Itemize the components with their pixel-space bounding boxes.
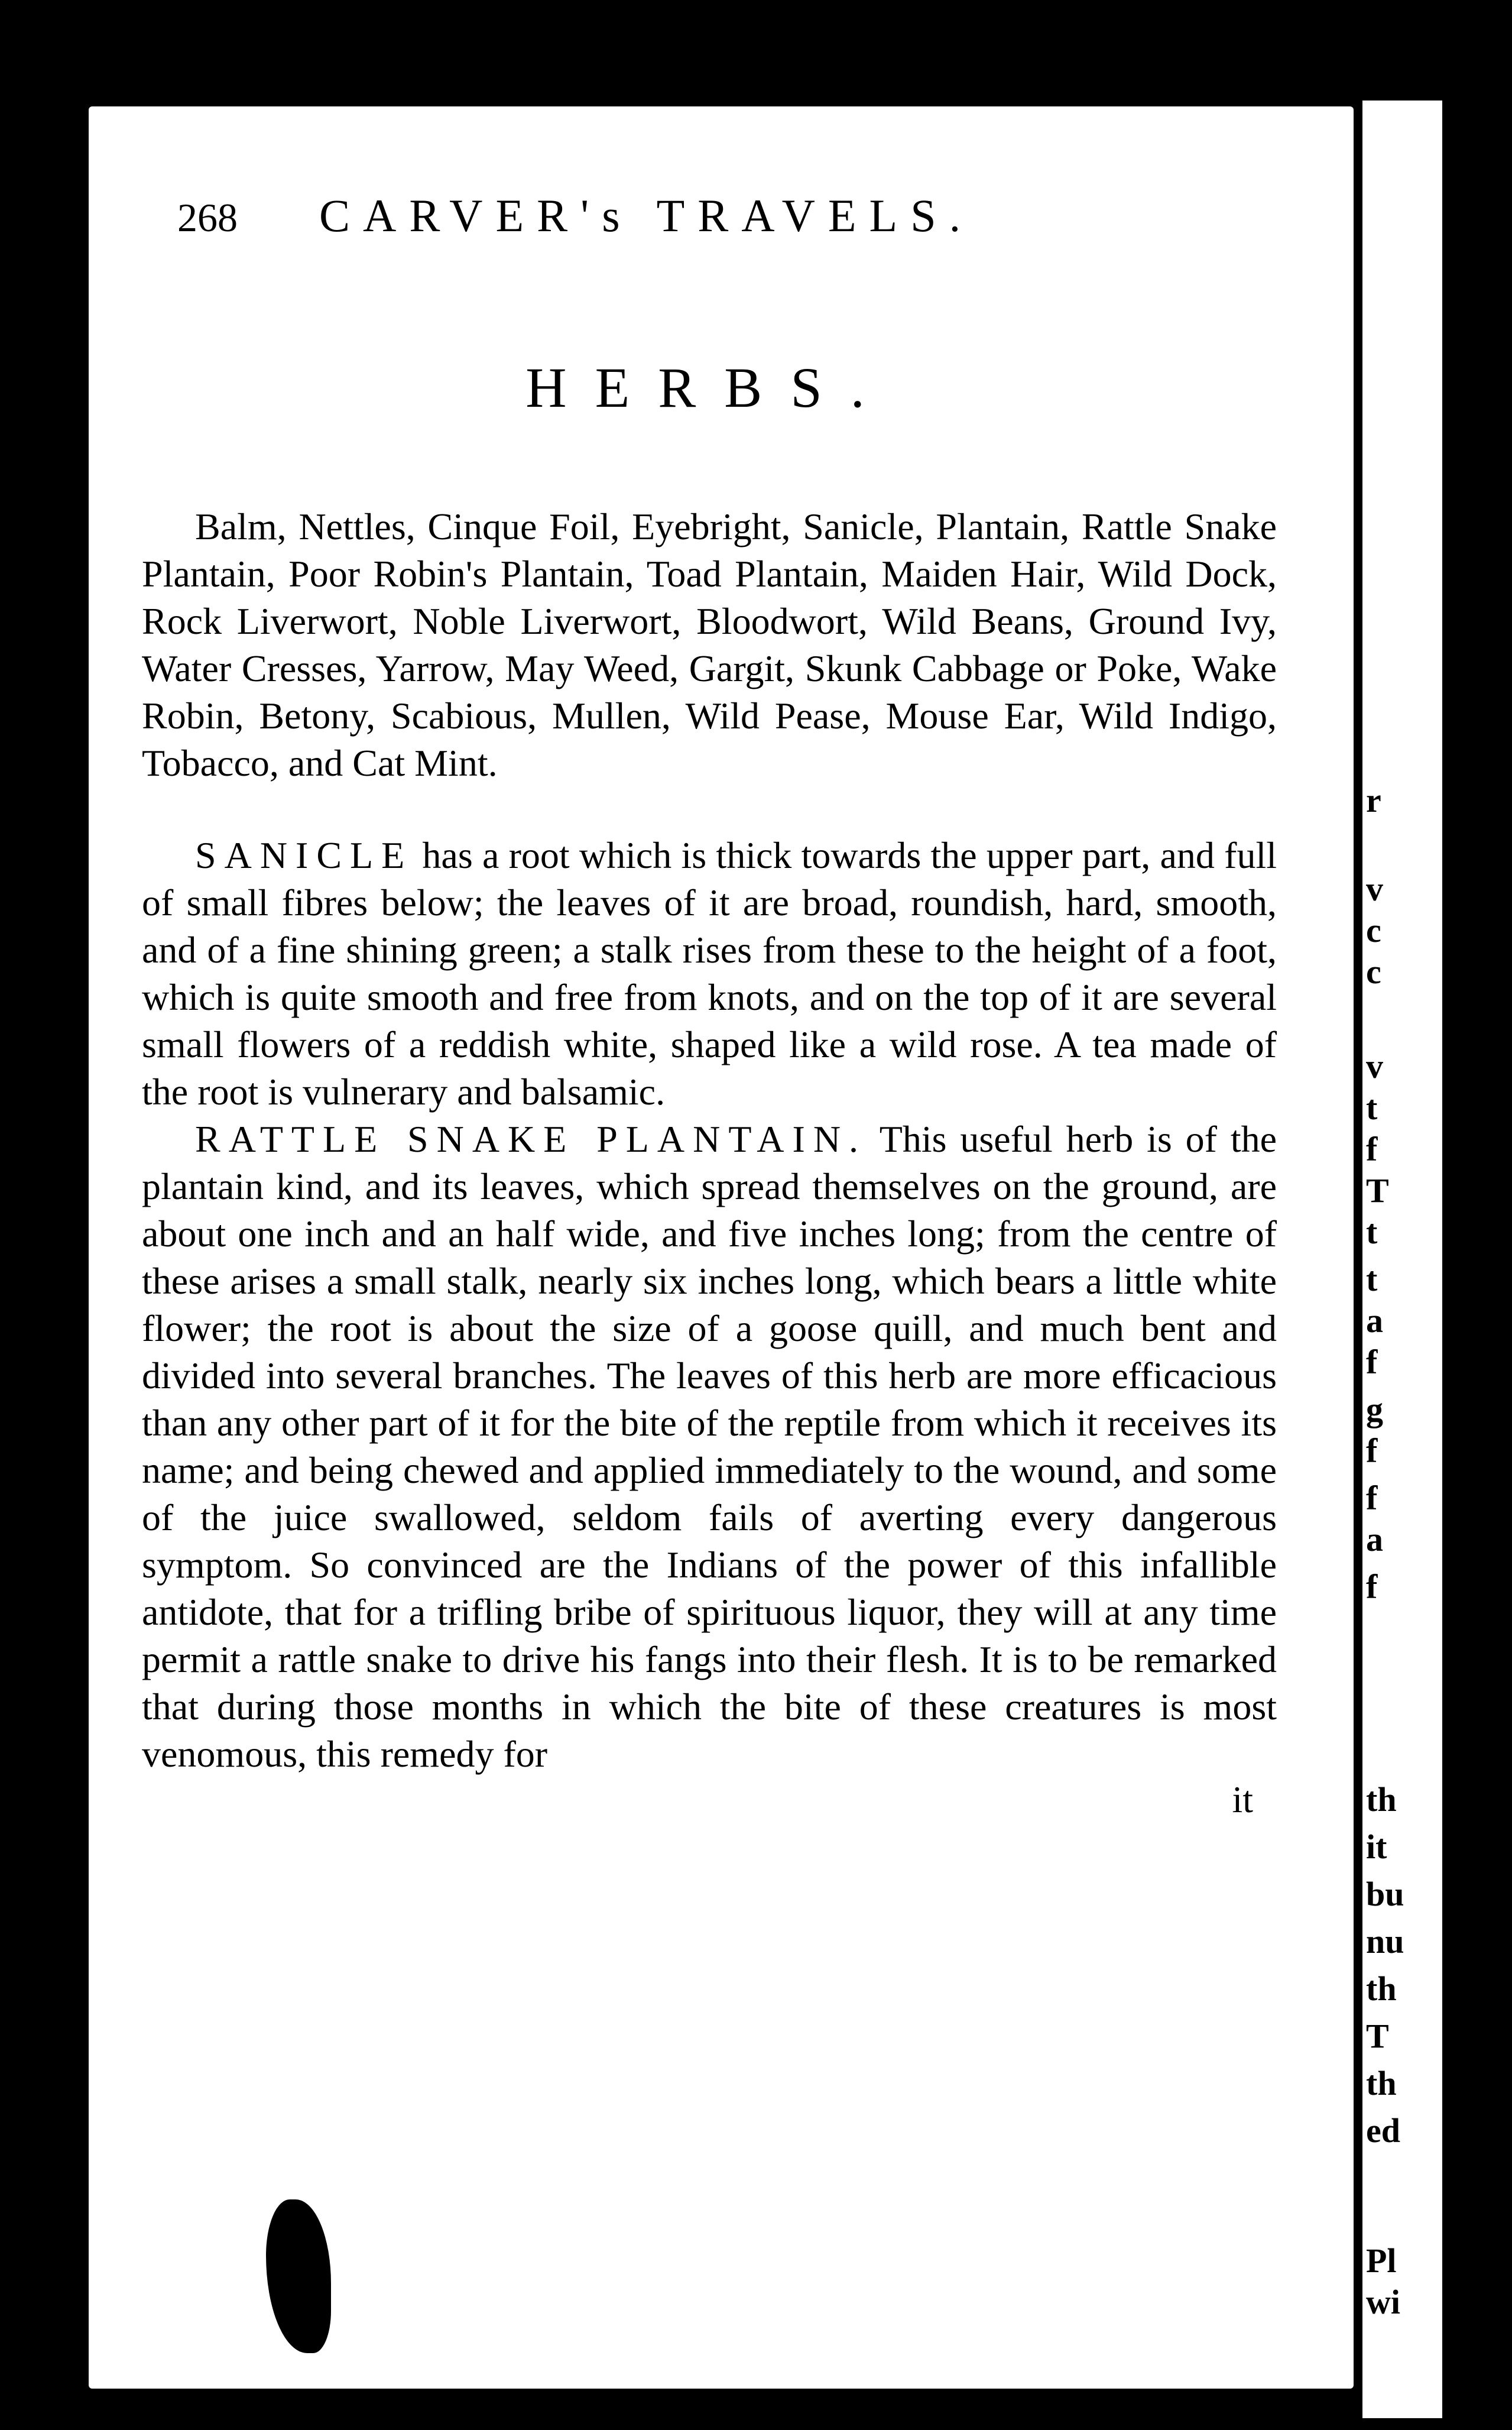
fragment: f (1366, 1567, 1378, 1606)
running-head (142, 189, 1277, 254)
scan-border (1442, 95, 1512, 2430)
paragraph-gap (142, 787, 1277, 832)
fragment: v (1366, 1047, 1383, 1086)
fragment: th (1366, 1780, 1397, 1819)
fragment: a (1366, 1301, 1383, 1340)
running-title: CARVER's TRAVELS. (319, 190, 974, 241)
fragment: f (1366, 1343, 1378, 1381)
fragment: g (1366, 1390, 1383, 1428)
catchword: it (1232, 1778, 1253, 1820)
fragment: f (1366, 1431, 1378, 1470)
fragment: wi (1366, 2283, 1400, 2321)
sanicle-paragraph (142, 832, 1277, 1116)
paragraph-text: Balm, Nettles, Cinque Foil, Eyebright, Sanicle, Plantain, Rattle Snake Plantain, Poor Robin's Plantain, Toad Plantain, Maiden Hair, Wild Dock, Rock Liverwort, Noble Liverwort, Bloodwort, Wild Beans, Ground Ivy, Water Cresses, Yarrow, May Weed, Gargit, Skunk Cabbage or Poke, Wake Robin, Betony, Scabious, Mullen, Wild Pease, Mouse Ear, Wild Indigo, Tobacco, and Cat Mint. (142, 506, 1277, 784)
section-title: HERBS. (525, 356, 893, 419)
fragment: t (1366, 1088, 1378, 1127)
page-content (142, 189, 1277, 1822)
fragment: f (1366, 1130, 1378, 1168)
rattle-snake-plantain-paragraph (142, 1116, 1277, 1778)
fragment: nu (1366, 1922, 1404, 1961)
fragment: it (1366, 1828, 1387, 1866)
fragment: r (1366, 781, 1381, 819)
fragment: a (1366, 1520, 1383, 1559)
fragment: c (1366, 911, 1381, 950)
paragraph-text: has a root which is thick towards the upper part, and full of small fibres below; the leaves of it are broad, roundish, hard, smooth, and of a fine shining green; a stalk rises from these to the height of a foot, which is quite smooth and free from knots, and on the top of it are several small flowers of a reddish white, shaped like a wild rose. A tea made of the root is vulnerary and balsamic. (142, 834, 1277, 1113)
fragment: bu (1366, 1875, 1404, 1913)
herb-list-paragraph (142, 503, 1277, 787)
fragment: c (1366, 952, 1381, 991)
fragment: f (1366, 1479, 1378, 1517)
lead-term: RATTLE SNAKE PLANTAIN. (195, 1118, 867, 1160)
paragraph-text: This useful herb is of the plantain kind, and its leaves, which spread themselves on the ground, are about one inch and an half wide, and five inches long; from the centre of these arises a small stalk, nearly six inches long, which bears a little white flower; the root is about the size of a goose quill, and much bent and divided into several branches. The leaves of this herb are more efficacious than any other part of it for the bite of the reptile from which it receives its name; and being chewed and applied immediately to the wound, and some of the juice swallowed, seldom fails of averting every dangerous symptom. So convinced are the Indians of the power of this infallible antidote, that for a trifling bribe of spirituous liquor, they will at any time permit a rattle snake to drive his fangs into their flesh. It is to be remarked that during those months in which the bite of these creatures is most venomous, this remedy for (142, 1118, 1277, 1775)
fragment: T (1366, 1171, 1389, 1210)
fragment: t (1366, 1260, 1378, 1298)
fragment: Pl (1366, 2241, 1397, 2280)
fragment: ed (1366, 2111, 1400, 2150)
fragment: t (1366, 1213, 1378, 1251)
lead-term: SANICLE (195, 834, 413, 876)
fragment: v (1366, 870, 1383, 908)
fragment: th (1366, 1969, 1397, 2008)
page-number: 268 (177, 195, 238, 240)
fragment: th (1366, 2064, 1397, 2102)
fragment: T (1366, 2017, 1389, 2055)
